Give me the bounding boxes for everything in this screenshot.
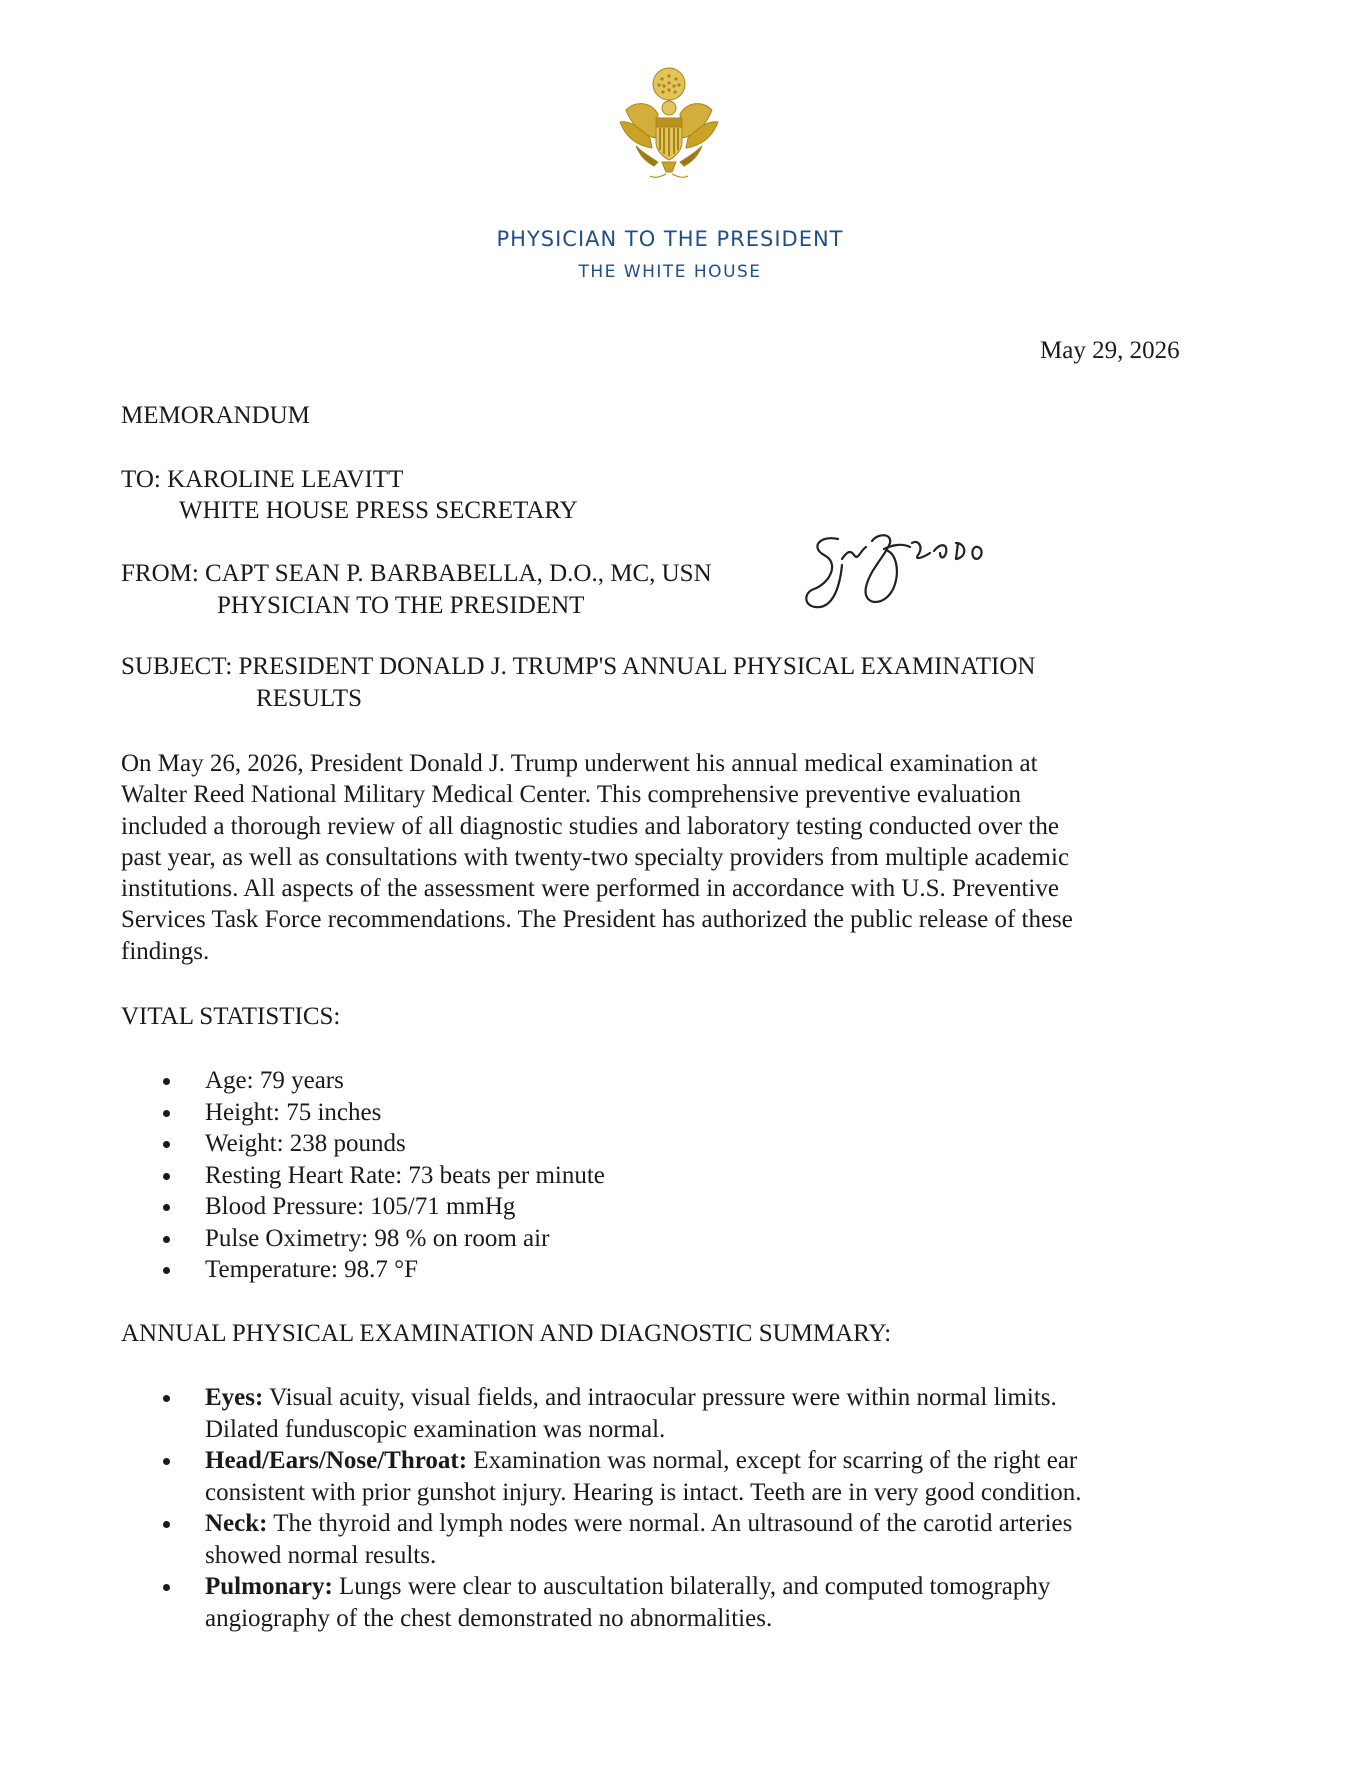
from-line-sender: FROM: CAPT SEAN P. BARBABELLA, D.O., MC, USN: [121, 560, 712, 587]
letterhead-subtitle: THE WHITE HOUSE: [578, 262, 762, 282]
memo-date: May 29, 2026: [1040, 337, 1180, 364]
presidential-seal-icon: [606, 62, 732, 188]
list-item: Age: 79 years: [121, 1065, 605, 1097]
intro-line: On May 26, 2026, President Donald J. Trump underwent his annual medical examination at: [121, 750, 1038, 777]
list-item: Weight: 238 pounds: [121, 1128, 605, 1160]
from-line-title: PHYSICIAN TO THE PRESIDENT: [217, 592, 585, 619]
list-item: Temperature: 98.7 °F: [121, 1254, 605, 1286]
list-item: Blood Pressure: 105/71 mmHg: [121, 1191, 605, 1223]
subject-line: SUBJECT: PRESIDENT DONALD J. TRUMP'S ANNUAL PHYSICAL EXAMINATION: [121, 653, 1036, 680]
list-item: [121, 1382, 1082, 1445]
intro-line: findings.: [121, 937, 210, 965]
exam-label: Neck:: [205, 1510, 268, 1537]
intro-line: past year, as well as consultations with twenty-two specialty providers from multiple academic: [121, 843, 1070, 871]
list-item: [121, 1445, 1082, 1508]
letterhead-title: PHYSICIAN TO THE PRESIDENT: [496, 227, 844, 251]
exam-label: Head/Ears/Nose/Throat:: [205, 1447, 468, 1474]
exam-heading: ANNUAL PHYSICAL EXAMINATION AND DIAGNOSTIC SUMMARY:: [121, 1320, 892, 1347]
exam-text: Examination was normal, except for scarring of the right ear: [467, 1447, 1078, 1474]
exam-label: Pulmonary:: [205, 1573, 333, 1600]
handwritten-signature-icon: [800, 525, 990, 617]
to-line-title: WHITE HOUSE PRESS SECRETARY: [179, 497, 578, 524]
exam-list: [121, 1382, 1082, 1634]
list-item: Height: 75 inches: [121, 1097, 605, 1129]
list-item: Pulse Oximetry: 98 % on room air: [121, 1223, 605, 1255]
exam-text: Dilated funduscopic examination was normal.: [205, 1415, 666, 1443]
intro-line: Walter Reed National Military Medical Center. This comprehensive preventive evaluation: [121, 781, 1022, 809]
exam-text: The thyroid and lymph nodes were normal. An ultrasound of the carotid arteries: [267, 1510, 1073, 1537]
exam-text: Lungs were clear to auscultation bilaterally, and computed tomography: [332, 1573, 1051, 1600]
intro-line: institutions. All aspects of the assessment were performed in accordance with U.S. Preventive: [121, 875, 1059, 903]
list-item: [121, 1571, 1082, 1634]
exam-label: Eyes:: [205, 1384, 264, 1411]
exam-text: angiography of the chest demonstrated no abnormalities.: [205, 1604, 773, 1632]
list-item: Resting Heart Rate: 73 beats per minute: [121, 1160, 605, 1192]
vitals-heading: VITAL STATISTICS:: [121, 1003, 341, 1030]
memo-label: MEMORANDUM: [121, 402, 310, 429]
intro-paragraph: [121, 748, 1191, 967]
exam-text: consistent with prior gunshot injury. Hearing is intact. Teeth are in very good condition.: [205, 1478, 1082, 1506]
subject-line-continued: RESULTS: [256, 685, 363, 712]
exam-text: showed normal results.: [205, 1541, 437, 1569]
list-item: [121, 1508, 1082, 1571]
intro-line: included a thorough review of all diagnostic studies and laboratory testing conducted over the: [121, 812, 1059, 840]
intro-line: Services Task Force recommendations. The President has authorized the public release of these: [121, 906, 1073, 934]
exam-text: Visual acuity, visual fields, and intraocular pressure were within normal limits.: [263, 1384, 1057, 1411]
vitals-list: [121, 1065, 605, 1286]
to-line-recipient: TO: KAROLINE LEAVITT: [121, 466, 404, 493]
